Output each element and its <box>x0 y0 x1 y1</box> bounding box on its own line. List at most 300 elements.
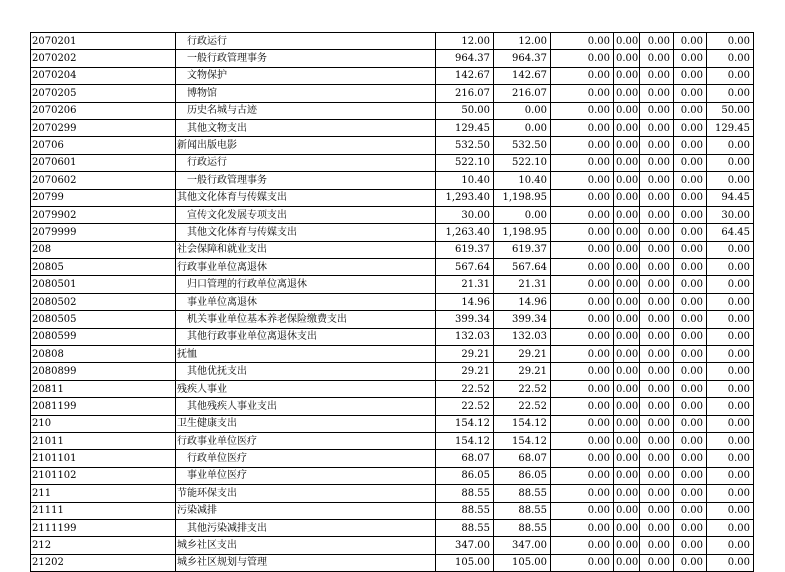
amount-cell: 0.00 <box>707 311 754 328</box>
amount-cell: 14.96 <box>436 293 494 310</box>
amount-cell: 0.00 <box>551 224 614 241</box>
subject-code: 2070202 <box>31 50 176 67</box>
subject-name-text: 博物馆 <box>187 87 217 99</box>
amount-cell: 0.00 <box>614 398 640 415</box>
amount-cell: 1,263.40 <box>436 224 494 241</box>
subject-name-text: 其他优抚支出 <box>187 366 247 378</box>
subject-code: 2080899 <box>31 363 176 380</box>
amount-cell: 0.00 <box>640 67 674 84</box>
amount-cell: 0.00 <box>551 432 614 449</box>
subject-code: 21202 <box>31 554 176 571</box>
subject-name <box>176 328 436 345</box>
subject-name-text: 残疾人事业 <box>177 383 227 395</box>
subject-name <box>176 241 436 258</box>
amount-cell: 0.00 <box>640 293 674 310</box>
amount-cell: 154.12 <box>494 432 551 449</box>
amount-cell: 29.21 <box>436 363 494 380</box>
amount-cell: 0.00 <box>707 172 754 189</box>
amount-cell: 0.00 <box>674 85 707 102</box>
amount-cell: 88.55 <box>494 485 551 502</box>
table-row <box>31 398 754 415</box>
amount-cell: 0.00 <box>494 119 551 136</box>
amount-cell: 0.00 <box>640 137 674 154</box>
amount-cell: 0.00 <box>640 172 674 189</box>
amount-cell: 0.00 <box>494 206 551 223</box>
subject-name-text: 其他文化体育与传媒支出 <box>177 192 287 204</box>
amount-cell: 0.00 <box>614 554 640 571</box>
subject-name <box>176 398 436 415</box>
amount-cell: 29.21 <box>494 363 551 380</box>
table-row <box>31 276 754 293</box>
amount-cell: 0.00 <box>640 33 674 50</box>
amount-cell: 30.00 <box>707 206 754 223</box>
amount-cell: 0.00 <box>614 363 640 380</box>
subject-code: 2070601 <box>31 154 176 171</box>
subject-code: 2079999 <box>31 224 176 241</box>
subject-name-text: 事业单位医疗 <box>187 470 247 482</box>
amount-cell: 0.00 <box>640 276 674 293</box>
amount-cell: 0.00 <box>707 346 754 363</box>
amount-cell: 0.00 <box>707 276 754 293</box>
amount-cell: 0.00 <box>707 415 754 432</box>
amount-cell: 0.00 <box>640 502 674 519</box>
subject-name <box>176 137 436 154</box>
subject-name-text: 机关事业单位基本养老保险缴费支出 <box>187 313 347 325</box>
subject-name-text: 宣传文化发展专项支出 <box>187 209 287 221</box>
amount-cell: 29.21 <box>494 346 551 363</box>
amount-cell: 964.37 <box>436 50 494 67</box>
table-row <box>31 519 754 536</box>
amount-cell: 0.00 <box>551 519 614 536</box>
subject-name <box>176 346 436 363</box>
amount-cell: 619.37 <box>436 241 494 258</box>
amount-cell: 0.00 <box>674 380 707 397</box>
table-row <box>31 33 754 50</box>
table-row <box>31 380 754 397</box>
amount-cell: 0.00 <box>640 154 674 171</box>
amount-cell: 0.00 <box>614 67 640 84</box>
subject-code: 20799 <box>31 189 176 206</box>
table-row <box>31 137 754 154</box>
amount-cell: 1,198.95 <box>494 224 551 241</box>
amount-cell: 0.00 <box>674 33 707 50</box>
amount-cell: 0.00 <box>707 380 754 397</box>
amount-cell: 0.00 <box>640 346 674 363</box>
amount-cell: 532.50 <box>494 137 551 154</box>
amount-cell: 0.00 <box>707 554 754 571</box>
amount-cell: 0.00 <box>640 485 674 502</box>
amount-cell: 0.00 <box>640 537 674 554</box>
subject-code: 210 <box>31 415 176 432</box>
table-row <box>31 85 754 102</box>
table-row <box>31 50 754 67</box>
amount-cell: 0.00 <box>674 224 707 241</box>
subject-name-text: 新闻出版电影 <box>177 140 237 152</box>
amount-cell: 567.64 <box>436 259 494 276</box>
amount-cell: 0.00 <box>707 450 754 467</box>
amount-cell: 22.52 <box>494 380 551 397</box>
amount-cell: 154.12 <box>494 415 551 432</box>
amount-cell: 0.00 <box>640 85 674 102</box>
amount-cell: 0.00 <box>674 519 707 536</box>
amount-cell: 0.00 <box>614 432 640 449</box>
amount-cell: 64.45 <box>707 224 754 241</box>
amount-cell: 86.05 <box>436 467 494 484</box>
amount-cell: 0.00 <box>551 485 614 502</box>
amount-cell: 0.00 <box>674 363 707 380</box>
amount-cell: 14.96 <box>494 293 551 310</box>
subject-code: 2080505 <box>31 311 176 328</box>
amount-cell: 0.00 <box>640 189 674 206</box>
subject-name-text: 其他污染减排支出 <box>187 522 267 534</box>
table-row <box>31 415 754 432</box>
amount-cell: 0.00 <box>674 293 707 310</box>
amount-cell: 0.00 <box>707 502 754 519</box>
subject-name-text: 节能环保支出 <box>177 487 237 499</box>
amount-cell: 129.45 <box>436 119 494 136</box>
subject-name <box>176 415 436 432</box>
amount-cell: 216.07 <box>494 85 551 102</box>
subject-name <box>176 67 436 84</box>
subject-code: 212 <box>31 537 176 554</box>
subject-name <box>176 50 436 67</box>
amount-cell: 0.00 <box>707 537 754 554</box>
subject-name <box>176 450 436 467</box>
amount-cell: 0.00 <box>614 415 640 432</box>
subject-name-text: 其他行政事业单位离退休支出 <box>187 331 317 343</box>
amount-cell: 0.00 <box>551 137 614 154</box>
table-row <box>31 189 754 206</box>
amount-cell: 0.00 <box>551 537 614 554</box>
amount-cell: 0.00 <box>614 328 640 345</box>
table-row <box>31 467 754 484</box>
amount-cell: 0.00 <box>674 502 707 519</box>
amount-cell: 132.03 <box>494 328 551 345</box>
table-row <box>31 154 754 171</box>
subject-code: 2070206 <box>31 102 176 119</box>
amount-cell: 0.00 <box>674 67 707 84</box>
subject-code: 2101102 <box>31 467 176 484</box>
subject-code: 2080501 <box>31 276 176 293</box>
subject-code: 2070205 <box>31 85 176 102</box>
amount-cell: 132.03 <box>436 328 494 345</box>
subject-name-text: 行政事业单位医疗 <box>177 435 257 447</box>
amount-cell: 0.00 <box>640 380 674 397</box>
amount-cell: 0.00 <box>707 519 754 536</box>
amount-cell: 68.07 <box>494 450 551 467</box>
amount-cell: 0.00 <box>640 328 674 345</box>
subject-name <box>176 380 436 397</box>
subject-code: 211 <box>31 485 176 502</box>
amount-cell: 0.00 <box>614 537 640 554</box>
subject-code: 2070299 <box>31 119 176 136</box>
subject-name-text: 其他残疾人事业支出 <box>187 400 277 412</box>
amount-cell: 0.00 <box>674 241 707 258</box>
amount-cell: 0.00 <box>674 119 707 136</box>
table-row <box>31 485 754 502</box>
amount-cell: 0.00 <box>551 85 614 102</box>
subject-name <box>176 33 436 50</box>
subject-name-text: 事业单位离退休 <box>187 296 257 308</box>
amount-cell: 0.00 <box>614 276 640 293</box>
amount-cell: 0.00 <box>640 467 674 484</box>
amount-cell: 0.00 <box>640 119 674 136</box>
amount-cell: 522.10 <box>436 154 494 171</box>
table-row <box>31 328 754 345</box>
amount-cell: 0.00 <box>707 485 754 502</box>
amount-cell: 0.00 <box>640 241 674 258</box>
subject-name <box>176 537 436 554</box>
amount-cell: 0.00 <box>614 293 640 310</box>
amount-cell: 0.00 <box>551 450 614 467</box>
table-row <box>31 119 754 136</box>
amount-cell: 0.00 <box>551 346 614 363</box>
amount-cell: 0.00 <box>674 276 707 293</box>
subject-name-text: 行政运行 <box>187 35 227 47</box>
amount-cell: 10.40 <box>436 172 494 189</box>
amount-cell: 0.00 <box>614 33 640 50</box>
amount-cell: 0.00 <box>707 67 754 84</box>
amount-cell: 0.00 <box>674 137 707 154</box>
amount-cell: 0.00 <box>674 415 707 432</box>
amount-cell: 0.00 <box>640 519 674 536</box>
subject-name <box>176 554 436 571</box>
amount-cell: 94.45 <box>707 189 754 206</box>
subject-name-text: 其他文物支出 <box>187 122 247 134</box>
amount-cell: 216.07 <box>436 85 494 102</box>
subject-code: 20706 <box>31 137 176 154</box>
amount-cell: 0.00 <box>674 328 707 345</box>
amount-cell: 0.00 <box>551 276 614 293</box>
subject-code: 20808 <box>31 346 176 363</box>
amount-cell: 21.31 <box>494 276 551 293</box>
amount-cell: 0.00 <box>674 485 707 502</box>
amount-cell: 0.00 <box>707 241 754 258</box>
table-row <box>31 241 754 258</box>
budget-table-body <box>31 33 754 572</box>
subject-code: 2070602 <box>31 172 176 189</box>
amount-cell: 0.00 <box>707 33 754 50</box>
subject-name-text: 抚恤 <box>177 348 197 360</box>
subject-name <box>176 172 436 189</box>
amount-cell: 522.10 <box>494 154 551 171</box>
amount-cell: 0.00 <box>551 119 614 136</box>
amount-cell: 0.00 <box>640 259 674 276</box>
amount-cell: 0.00 <box>614 346 640 363</box>
amount-cell: 0.00 <box>551 206 614 223</box>
amount-cell: 0.00 <box>551 33 614 50</box>
amount-cell: 154.12 <box>436 432 494 449</box>
subject-name <box>176 259 436 276</box>
amount-cell: 0.00 <box>674 206 707 223</box>
table-row <box>31 224 754 241</box>
amount-cell: 0.00 <box>551 467 614 484</box>
subject-name-text: 历史名城与古迹 <box>187 105 257 117</box>
amount-cell: 0.00 <box>614 172 640 189</box>
amount-cell: 0.00 <box>551 363 614 380</box>
amount-cell: 0.00 <box>674 450 707 467</box>
amount-cell: 21.31 <box>436 276 494 293</box>
amount-cell: 22.52 <box>436 398 494 415</box>
amount-cell: 22.52 <box>436 380 494 397</box>
amount-cell: 105.00 <box>436 554 494 571</box>
subject-name <box>176 85 436 102</box>
amount-cell: 347.00 <box>494 537 551 554</box>
amount-cell: 0.00 <box>707 293 754 310</box>
amount-cell: 0.00 <box>640 554 674 571</box>
subject-code: 20811 <box>31 380 176 397</box>
amount-cell: 0.00 <box>614 189 640 206</box>
amount-cell: 0.00 <box>551 554 614 571</box>
amount-cell: 0.00 <box>551 502 614 519</box>
subject-name <box>176 519 436 536</box>
amount-cell: 0.00 <box>614 206 640 223</box>
table-row <box>31 346 754 363</box>
amount-cell: 0.00 <box>551 259 614 276</box>
subject-name <box>176 189 436 206</box>
amount-cell: 88.55 <box>436 519 494 536</box>
amount-cell: 0.00 <box>614 241 640 258</box>
amount-cell: 0.00 <box>640 415 674 432</box>
amount-cell: 619.37 <box>494 241 551 258</box>
amount-cell: 0.00 <box>494 102 551 119</box>
amount-cell: 0.00 <box>640 102 674 119</box>
amount-cell: 0.00 <box>674 172 707 189</box>
amount-cell: 0.00 <box>640 206 674 223</box>
subject-code: 2101101 <box>31 450 176 467</box>
amount-cell: 1,198.95 <box>494 189 551 206</box>
amount-cell: 0.00 <box>614 224 640 241</box>
subject-name-text: 文物保护 <box>187 70 227 82</box>
table-row <box>31 67 754 84</box>
amount-cell: 532.50 <box>436 137 494 154</box>
amount-cell: 0.00 <box>614 154 640 171</box>
amount-cell: 0.00 <box>674 537 707 554</box>
amount-cell: 88.55 <box>436 502 494 519</box>
amount-cell: 29.21 <box>436 346 494 363</box>
amount-cell: 0.00 <box>614 502 640 519</box>
amount-cell: 0.00 <box>551 398 614 415</box>
subject-name <box>176 432 436 449</box>
subject-code: 21111 <box>31 502 176 519</box>
subject-name-text: 行政运行 <box>187 157 227 169</box>
amount-cell: 22.52 <box>494 398 551 415</box>
subject-code: 2080502 <box>31 293 176 310</box>
subject-name <box>176 311 436 328</box>
amount-cell: 0.00 <box>614 519 640 536</box>
amount-cell: 154.12 <box>436 415 494 432</box>
subject-name-text: 污染减排 <box>177 505 217 517</box>
subject-name-text: 行政事业单位离退休 <box>177 261 267 273</box>
amount-cell: 0.00 <box>640 50 674 67</box>
amount-cell: 0.00 <box>640 450 674 467</box>
amount-cell: 0.00 <box>614 450 640 467</box>
budget-table <box>30 32 754 572</box>
amount-cell: 0.00 <box>674 102 707 119</box>
subject-name-text: 社会保障和就业支出 <box>177 244 267 256</box>
subject-name <box>176 485 436 502</box>
table-row <box>31 554 754 571</box>
subject-name-text: 行政单位医疗 <box>187 453 247 465</box>
amount-cell: 0.00 <box>551 380 614 397</box>
subject-name <box>176 206 436 223</box>
table-row <box>31 502 754 519</box>
amount-cell: 0.00 <box>707 259 754 276</box>
amount-cell: 88.55 <box>436 485 494 502</box>
amount-cell: 0.00 <box>707 328 754 345</box>
table-row <box>31 311 754 328</box>
subject-name <box>176 467 436 484</box>
amount-cell: 0.00 <box>674 259 707 276</box>
amount-cell: 0.00 <box>551 102 614 119</box>
amount-cell: 0.00 <box>674 189 707 206</box>
subject-name-text: 城乡社区规划与管理 <box>177 557 267 569</box>
amount-cell: 0.00 <box>614 102 640 119</box>
amount-cell: 129.45 <box>707 119 754 136</box>
amount-cell: 0.00 <box>614 380 640 397</box>
amount-cell: 0.00 <box>640 432 674 449</box>
subject-code: 2080599 <box>31 328 176 345</box>
amount-cell: 347.00 <box>436 537 494 554</box>
subject-name-text: 卫生健康支出 <box>177 418 237 430</box>
amount-cell: 142.67 <box>494 67 551 84</box>
amount-cell: 0.00 <box>707 432 754 449</box>
subject-name <box>176 224 436 241</box>
amount-cell: 10.40 <box>494 172 551 189</box>
subject-name-text: 其他文化体育与传媒支出 <box>187 226 297 238</box>
subject-name-text: 归口管理的行政单位离退休 <box>187 279 307 291</box>
amount-cell: 0.00 <box>707 467 754 484</box>
amount-cell: 0.00 <box>551 189 614 206</box>
amount-cell: 0.00 <box>551 241 614 258</box>
amount-cell: 50.00 <box>707 102 754 119</box>
amount-cell: 0.00 <box>640 224 674 241</box>
subject-name-text: 一般行政管理事务 <box>187 174 267 186</box>
amount-cell: 88.55 <box>494 502 551 519</box>
amount-cell: 1,293.40 <box>436 189 494 206</box>
amount-cell: 0.00 <box>674 467 707 484</box>
subject-code: 21011 <box>31 432 176 449</box>
amount-cell: 399.34 <box>494 311 551 328</box>
subject-name <box>176 363 436 380</box>
table-row <box>31 432 754 449</box>
amount-cell: 50.00 <box>436 102 494 119</box>
amount-cell: 0.00 <box>707 50 754 67</box>
table-row <box>31 363 754 380</box>
amount-cell: 105.00 <box>494 554 551 571</box>
amount-cell: 0.00 <box>674 554 707 571</box>
table-row <box>31 293 754 310</box>
table-row <box>31 259 754 276</box>
amount-cell: 0.00 <box>674 154 707 171</box>
amount-cell: 0.00 <box>551 415 614 432</box>
amount-cell: 86.05 <box>494 467 551 484</box>
amount-cell: 0.00 <box>551 154 614 171</box>
subject-name-text: 一般行政管理事务 <box>187 53 267 65</box>
table-row <box>31 450 754 467</box>
subject-code: 2070201 <box>31 33 176 50</box>
table-row <box>31 102 754 119</box>
subject-name <box>176 502 436 519</box>
amount-cell: 0.00 <box>551 50 614 67</box>
amount-cell: 12.00 <box>494 33 551 50</box>
subject-name <box>176 119 436 136</box>
amount-cell: 567.64 <box>494 259 551 276</box>
table-row <box>31 206 754 223</box>
subject-name <box>176 293 436 310</box>
amount-cell: 0.00 <box>640 398 674 415</box>
subject-code: 208 <box>31 241 176 258</box>
